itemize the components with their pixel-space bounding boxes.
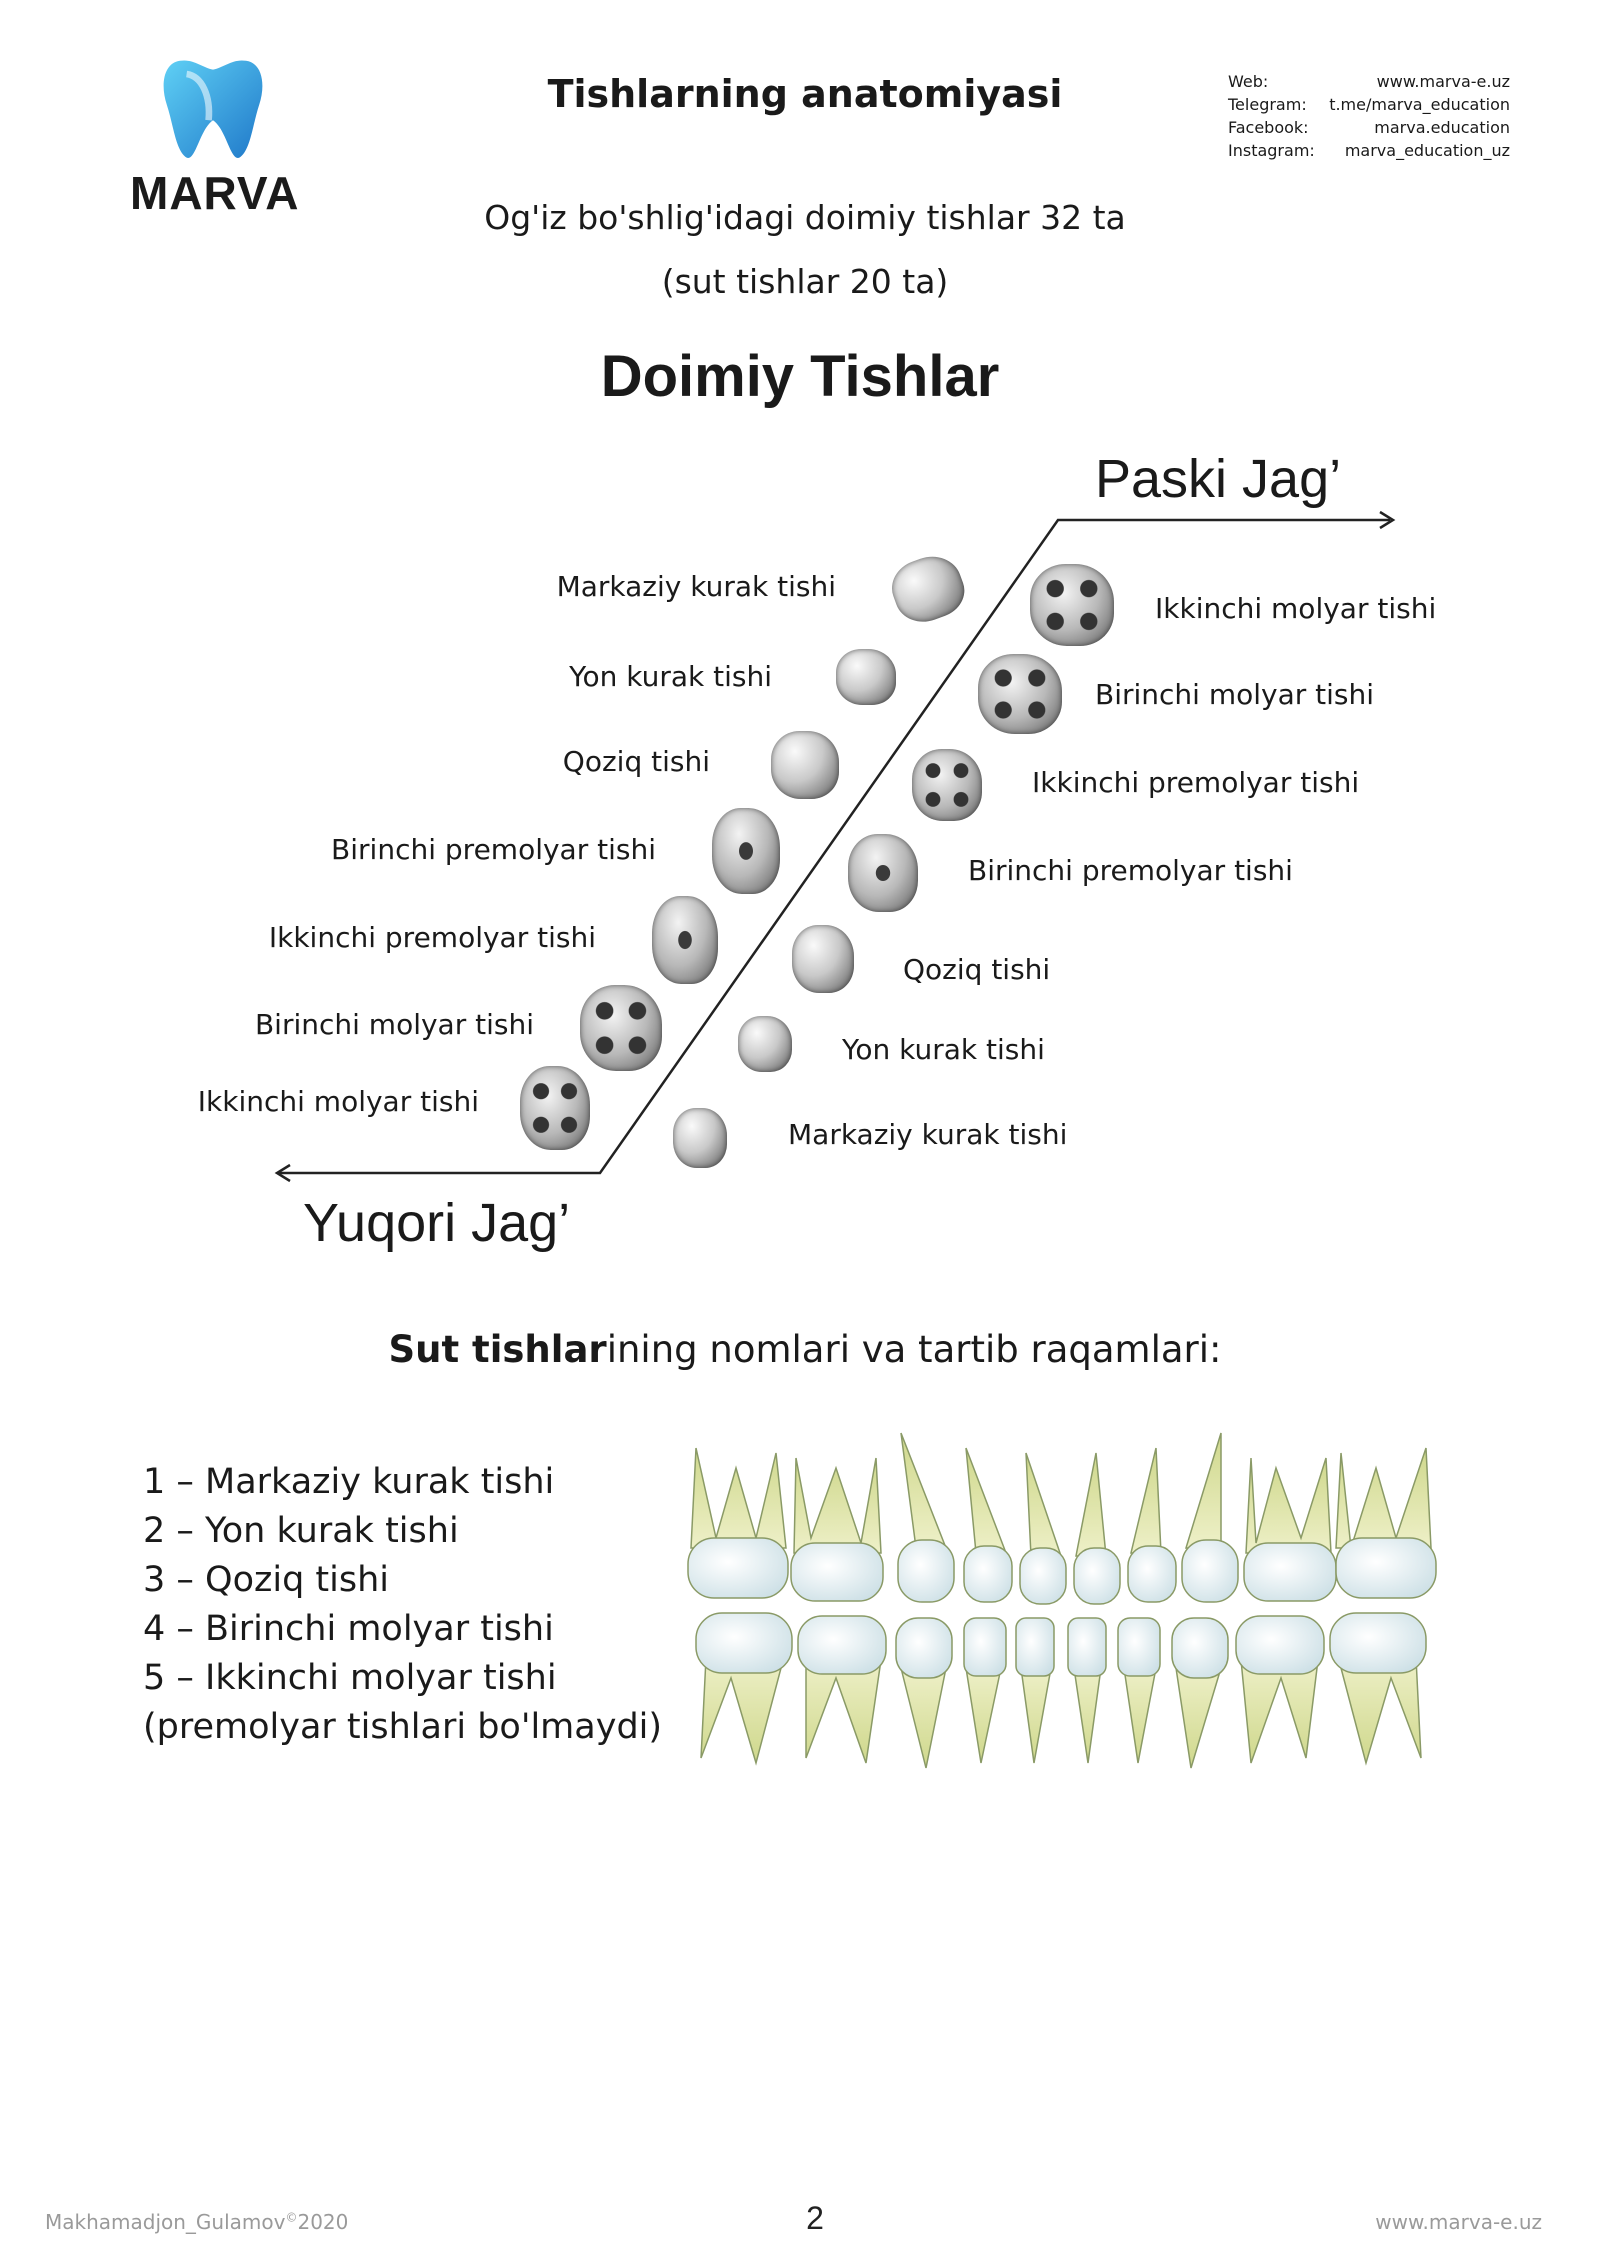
upper-label-first-molar: Birinchi molyar tishi bbox=[254, 1008, 534, 1041]
upper-label-canine: Qoziq tishi bbox=[562, 745, 710, 778]
lower-second-molar-icon bbox=[1030, 564, 1114, 646]
lower-label-central-incisor: Markaziy kurak tishi bbox=[788, 1118, 1068, 1151]
list-item: 2 – Yon kurak tishi bbox=[143, 1511, 459, 1551]
lower-lateral-incisor-icon bbox=[738, 1016, 792, 1072]
upper-label-lateral-incisor: Yon kurak tishi bbox=[569, 660, 772, 693]
footer-site: www.marva-e.uz bbox=[1375, 2210, 1542, 2234]
lower-label-first-molar: Birinchi molyar tishi bbox=[1095, 678, 1375, 711]
list-item: 5 – Ikkinchi molyar tishi bbox=[143, 1658, 557, 1698]
lower-first-premolar-icon bbox=[848, 834, 918, 912]
lower-second-premolar-icon bbox=[912, 749, 982, 821]
upper-milk-teeth bbox=[688, 1433, 1436, 1604]
upper-second-premolar-icon bbox=[652, 896, 718, 984]
upper-first-molar-icon bbox=[580, 985, 662, 1071]
upper-label-second-molar: Ikkinchi molyar tishi bbox=[197, 1085, 479, 1118]
upper-label-first-premolar: Birinchi premolyar tishi bbox=[331, 833, 656, 866]
lower-canine-icon bbox=[792, 925, 854, 993]
intro-line-2: (sut tishlar 20 ta) bbox=[661, 262, 949, 301]
lower-first-molar-icon bbox=[978, 654, 1062, 734]
milk-teeth-illustration bbox=[676, 1428, 1446, 1778]
upper-label-central-incisor: Markaziy kurak tishi bbox=[556, 570, 836, 603]
lower-label-first-premolar: Birinchi premolyar tishi bbox=[968, 854, 1293, 887]
page-number: 2 bbox=[806, 2200, 824, 2236]
contact-facebook: Facebook: marva.education bbox=[1228, 118, 1510, 137]
list-item: 4 – Birinchi molyar tishi bbox=[143, 1609, 554, 1649]
lower-jaw-label: Paski Jag’ bbox=[1095, 449, 1342, 509]
list-item: 3 – Qoziq tishi bbox=[143, 1560, 390, 1600]
upper-label-second-premolar: Ikkinchi premolyar tishi bbox=[268, 921, 596, 954]
contact-web: Web: www.marva-e.uz bbox=[1228, 72, 1510, 91]
upper-second-molar-icon bbox=[520, 1066, 590, 1150]
lower-label-canine: Qoziq tishi bbox=[903, 953, 1051, 986]
milk-teeth-list bbox=[143, 1458, 662, 1752]
lower-central-incisor-icon bbox=[673, 1108, 727, 1168]
list-item: (premolyar tishlari bo'lmaydi) bbox=[143, 1707, 663, 1747]
lower-label-second-molar: Ikkinchi molyar tishi bbox=[1155, 592, 1437, 625]
footer-author: Makhamadjon_Gulamov©2020 bbox=[45, 2210, 349, 2234]
milk-teeth-title: Sut tishlarining nomlari va tartib raqamlari: bbox=[388, 1328, 1222, 1371]
upper-jaw-label: Yuqori Jag’ bbox=[303, 1193, 571, 1253]
lower-label-second-premolar: Ikkinchi premolyar tishi bbox=[1032, 766, 1360, 799]
upper-lateral-incisor-icon bbox=[836, 649, 896, 705]
lower-milk-teeth bbox=[696, 1613, 1426, 1768]
contact-telegram: Telegram: t.me/marva_education bbox=[1228, 95, 1510, 114]
intro-line-1: Og'iz bo'shlig'idagi doimiy tishlar 32 ta bbox=[484, 198, 1126, 237]
contact-instagram: Instagram: marva_education_uz bbox=[1228, 141, 1510, 160]
upper-canine-icon bbox=[771, 731, 839, 799]
permanent-teeth-title: Doimiy Tishlar bbox=[600, 344, 1000, 409]
lower-label-lateral-incisor: Yon kurak tishi bbox=[842, 1033, 1045, 1066]
document-title: Tishlarning anatomiyasi bbox=[547, 72, 1063, 116]
upper-first-premolar-icon bbox=[712, 808, 780, 894]
list-item: 1 – Markaziy kurak tishi bbox=[143, 1462, 555, 1502]
logo-text: MARVA bbox=[130, 167, 300, 219]
